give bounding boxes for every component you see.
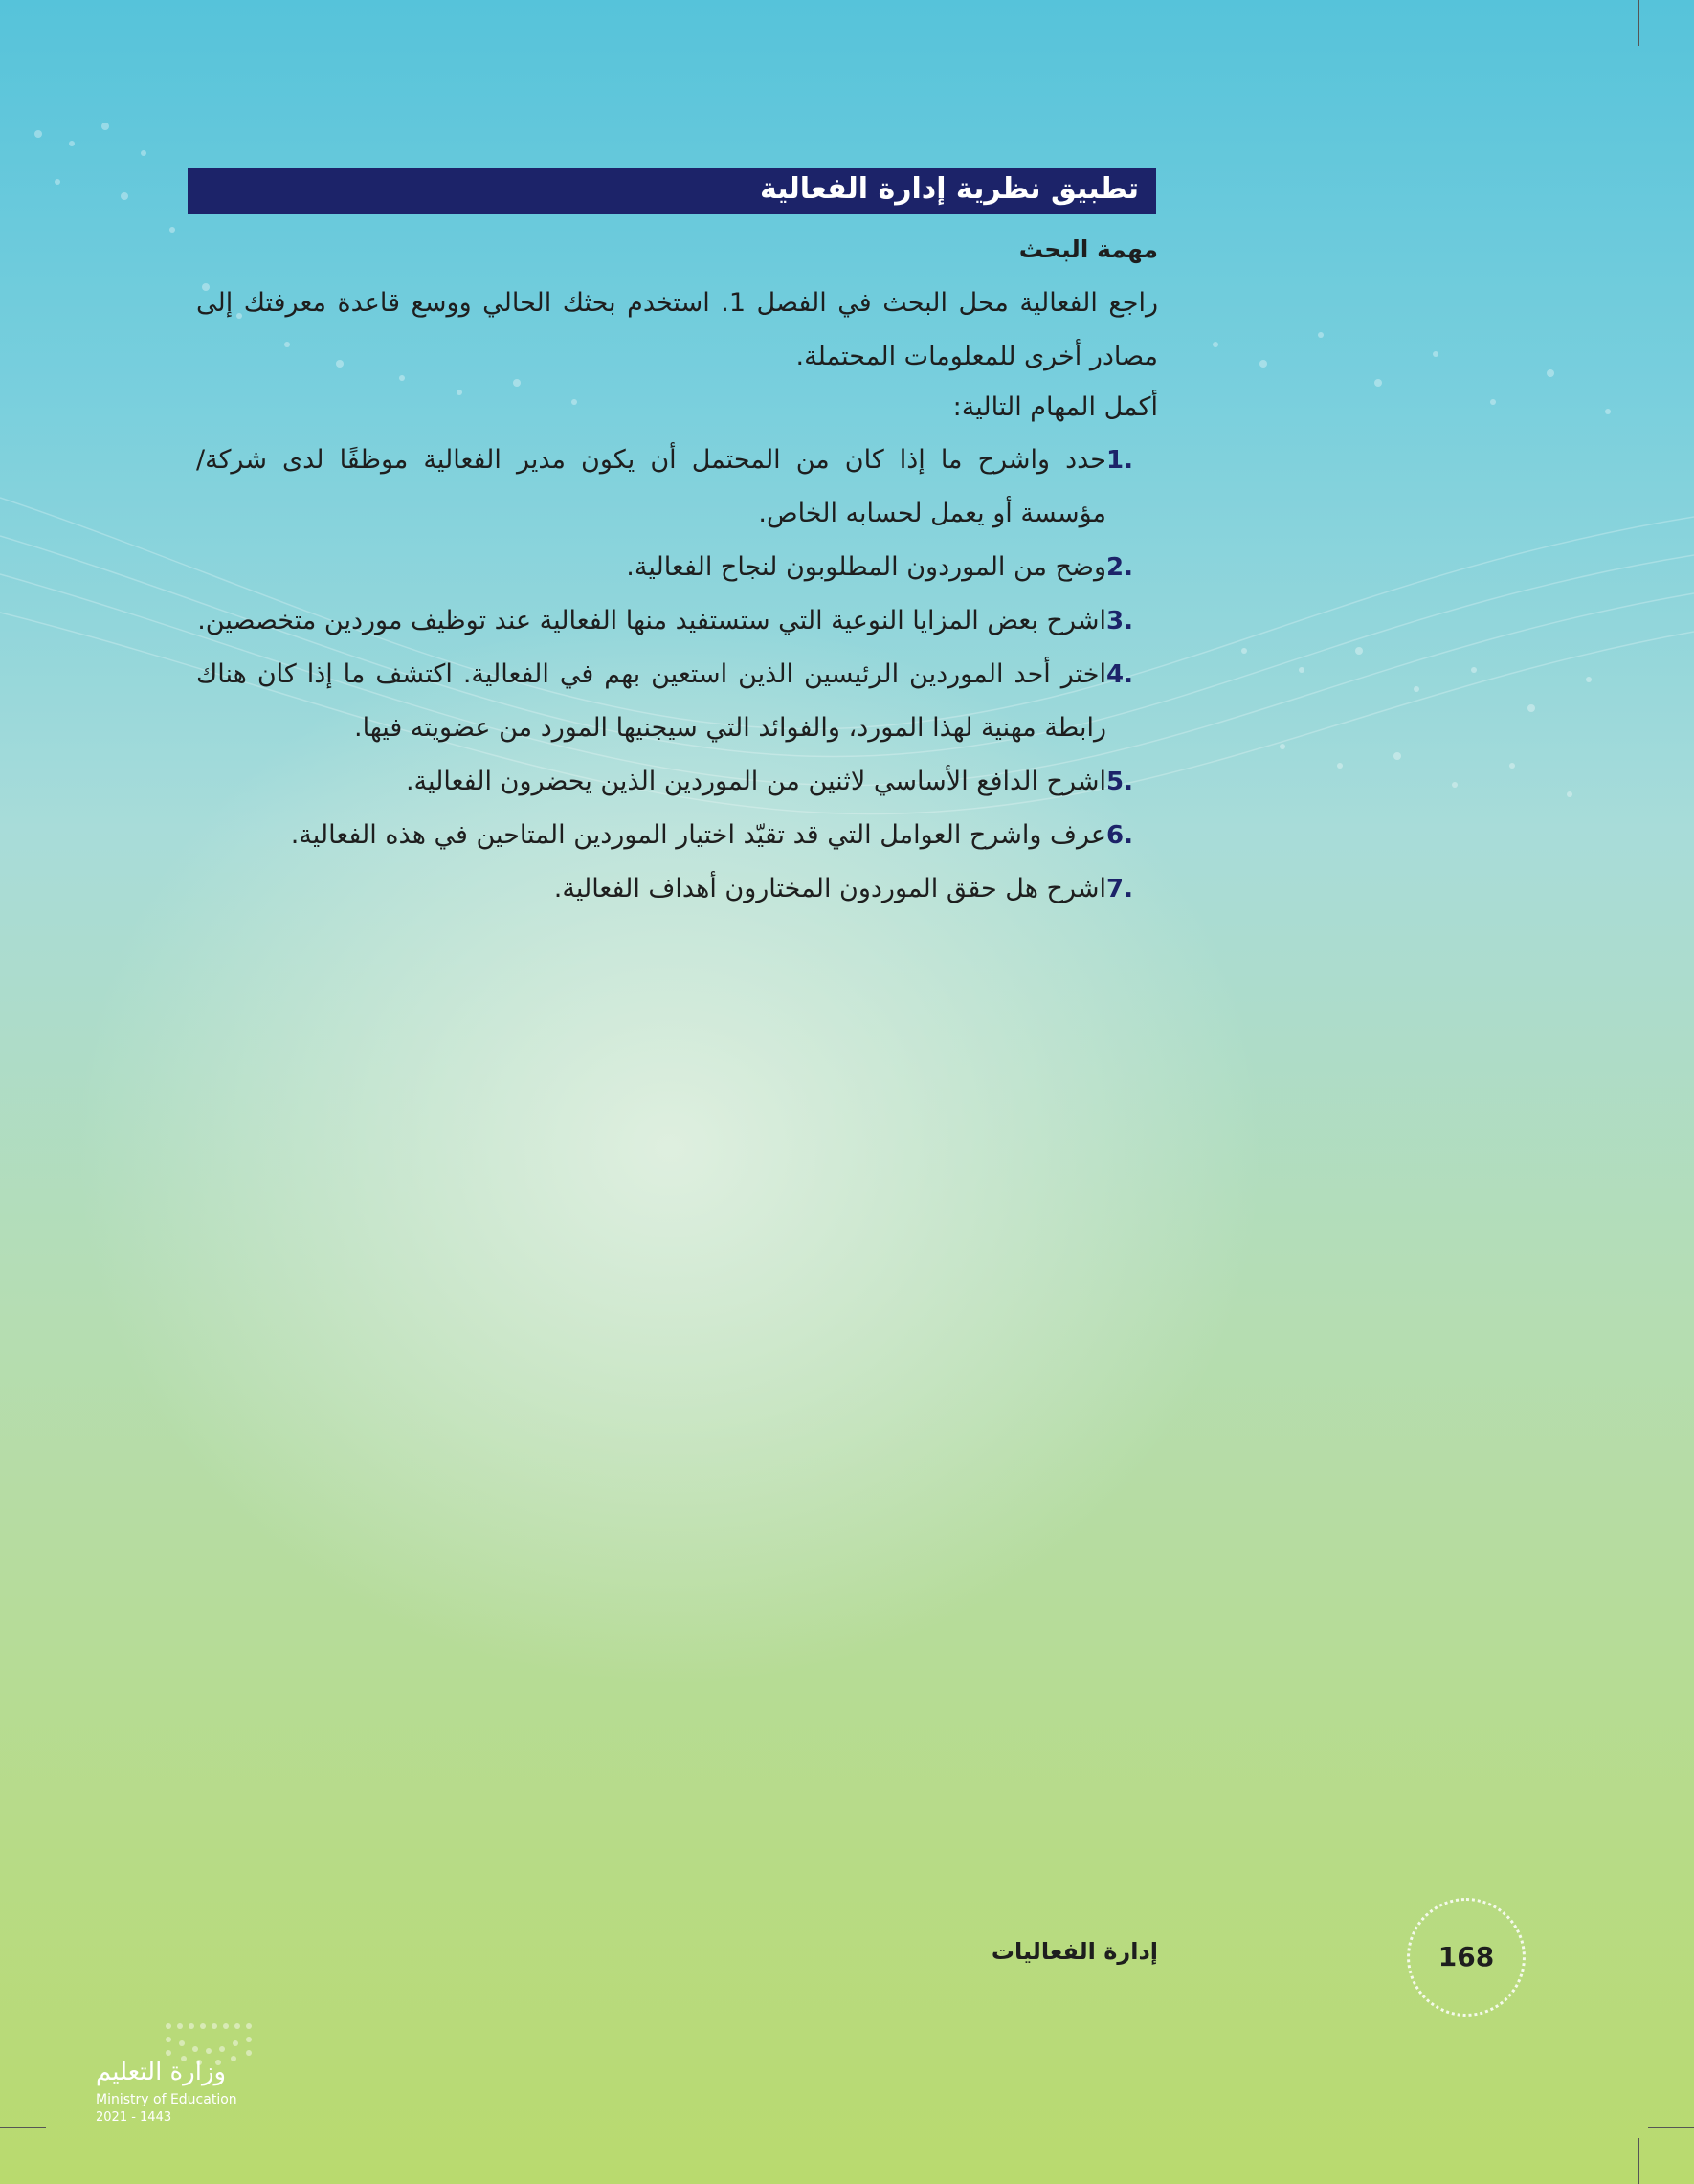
footer-chapter-title: إدارة الفعاليات [991,1938,1158,1965]
list-item [196,809,1158,862]
ministry-name: وزارة التعليم [96,2058,227,2086]
list-number: 1. [1106,446,1133,475]
task-list [196,434,1158,916]
list-item [196,434,1158,541]
list-item [196,541,1158,594]
edition-year: 2021 - 1443 [96,2110,172,2125]
list-item-text: اختر أحد الموردين الرئيسين الذين استعين بهم في الفعالية. اكتشف ما إذا كان هناك رابطة مهنية لهذا المورد، والفوائد التي سيجنيها المورد من عضويته فيها. [196,659,1106,743]
list-item [196,594,1158,648]
list-item-text: اشرح هل حقق الموردون المختارون أهداف الفعالية. [553,874,1106,903]
page-number-badge [1407,1898,1526,2017]
list-item-text: وضح من الموردون المطلوبون لنجاح الفعالية. [626,552,1106,582]
list-item-text: اشرح الدافع الأساسي لاثنين من الموردين الذين يحضرون الفعالية. [405,767,1106,796]
lead-in: أكمل المهام التالية: [952,392,1158,422]
section-title: تطبيق نظرية إدارة الفعالية [760,172,1139,206]
content-body [196,235,1158,916]
list-number: 4. [1106,660,1133,689]
section-title-bar [188,168,1156,214]
list-number: 6. [1106,821,1133,850]
list-number: 2. [1106,553,1133,582]
list-number: 7. [1106,875,1133,903]
list-item-text: اشرح بعض المزايا النوعية التي ستستفيد منها الفعالية عند توظيف موردين متخصصين. [197,606,1106,635]
ministry-name-english: Ministry of Education [96,2092,237,2107]
list-number: 3. [1106,607,1133,635]
page-number: 168 [1438,1941,1495,1972]
intro-paragraph: راجع الفعالية محل البحث في الفصل 1. استخدم بحثك الحالي ووسع قاعدة معرفتك إلى مصادر أخرى للمعلومات المحتملة. [196,288,1158,371]
list-item [196,862,1158,916]
crop-mark [1638,0,1639,46]
crop-mark [0,2127,46,2128]
list-item-text: عرف واشرح العوامل التي قد تقيّد اختيار الموردين المتاحين في هذه الفعالية. [290,820,1106,850]
list-number: 5. [1106,768,1133,796]
list-item-text: حدد واشرح ما إذا كان من المحتمل أن يكون مدير الفعالية موظفًا لدى شركة/ مؤسسة أو يعمل لحسابه الخاص. [196,445,1106,528]
subheading: مهمة البحث [1018,235,1158,263]
crop-mark [1638,2138,1639,2184]
crop-mark [1648,2127,1694,2128]
list-item [196,648,1158,755]
list-item [196,755,1158,809]
